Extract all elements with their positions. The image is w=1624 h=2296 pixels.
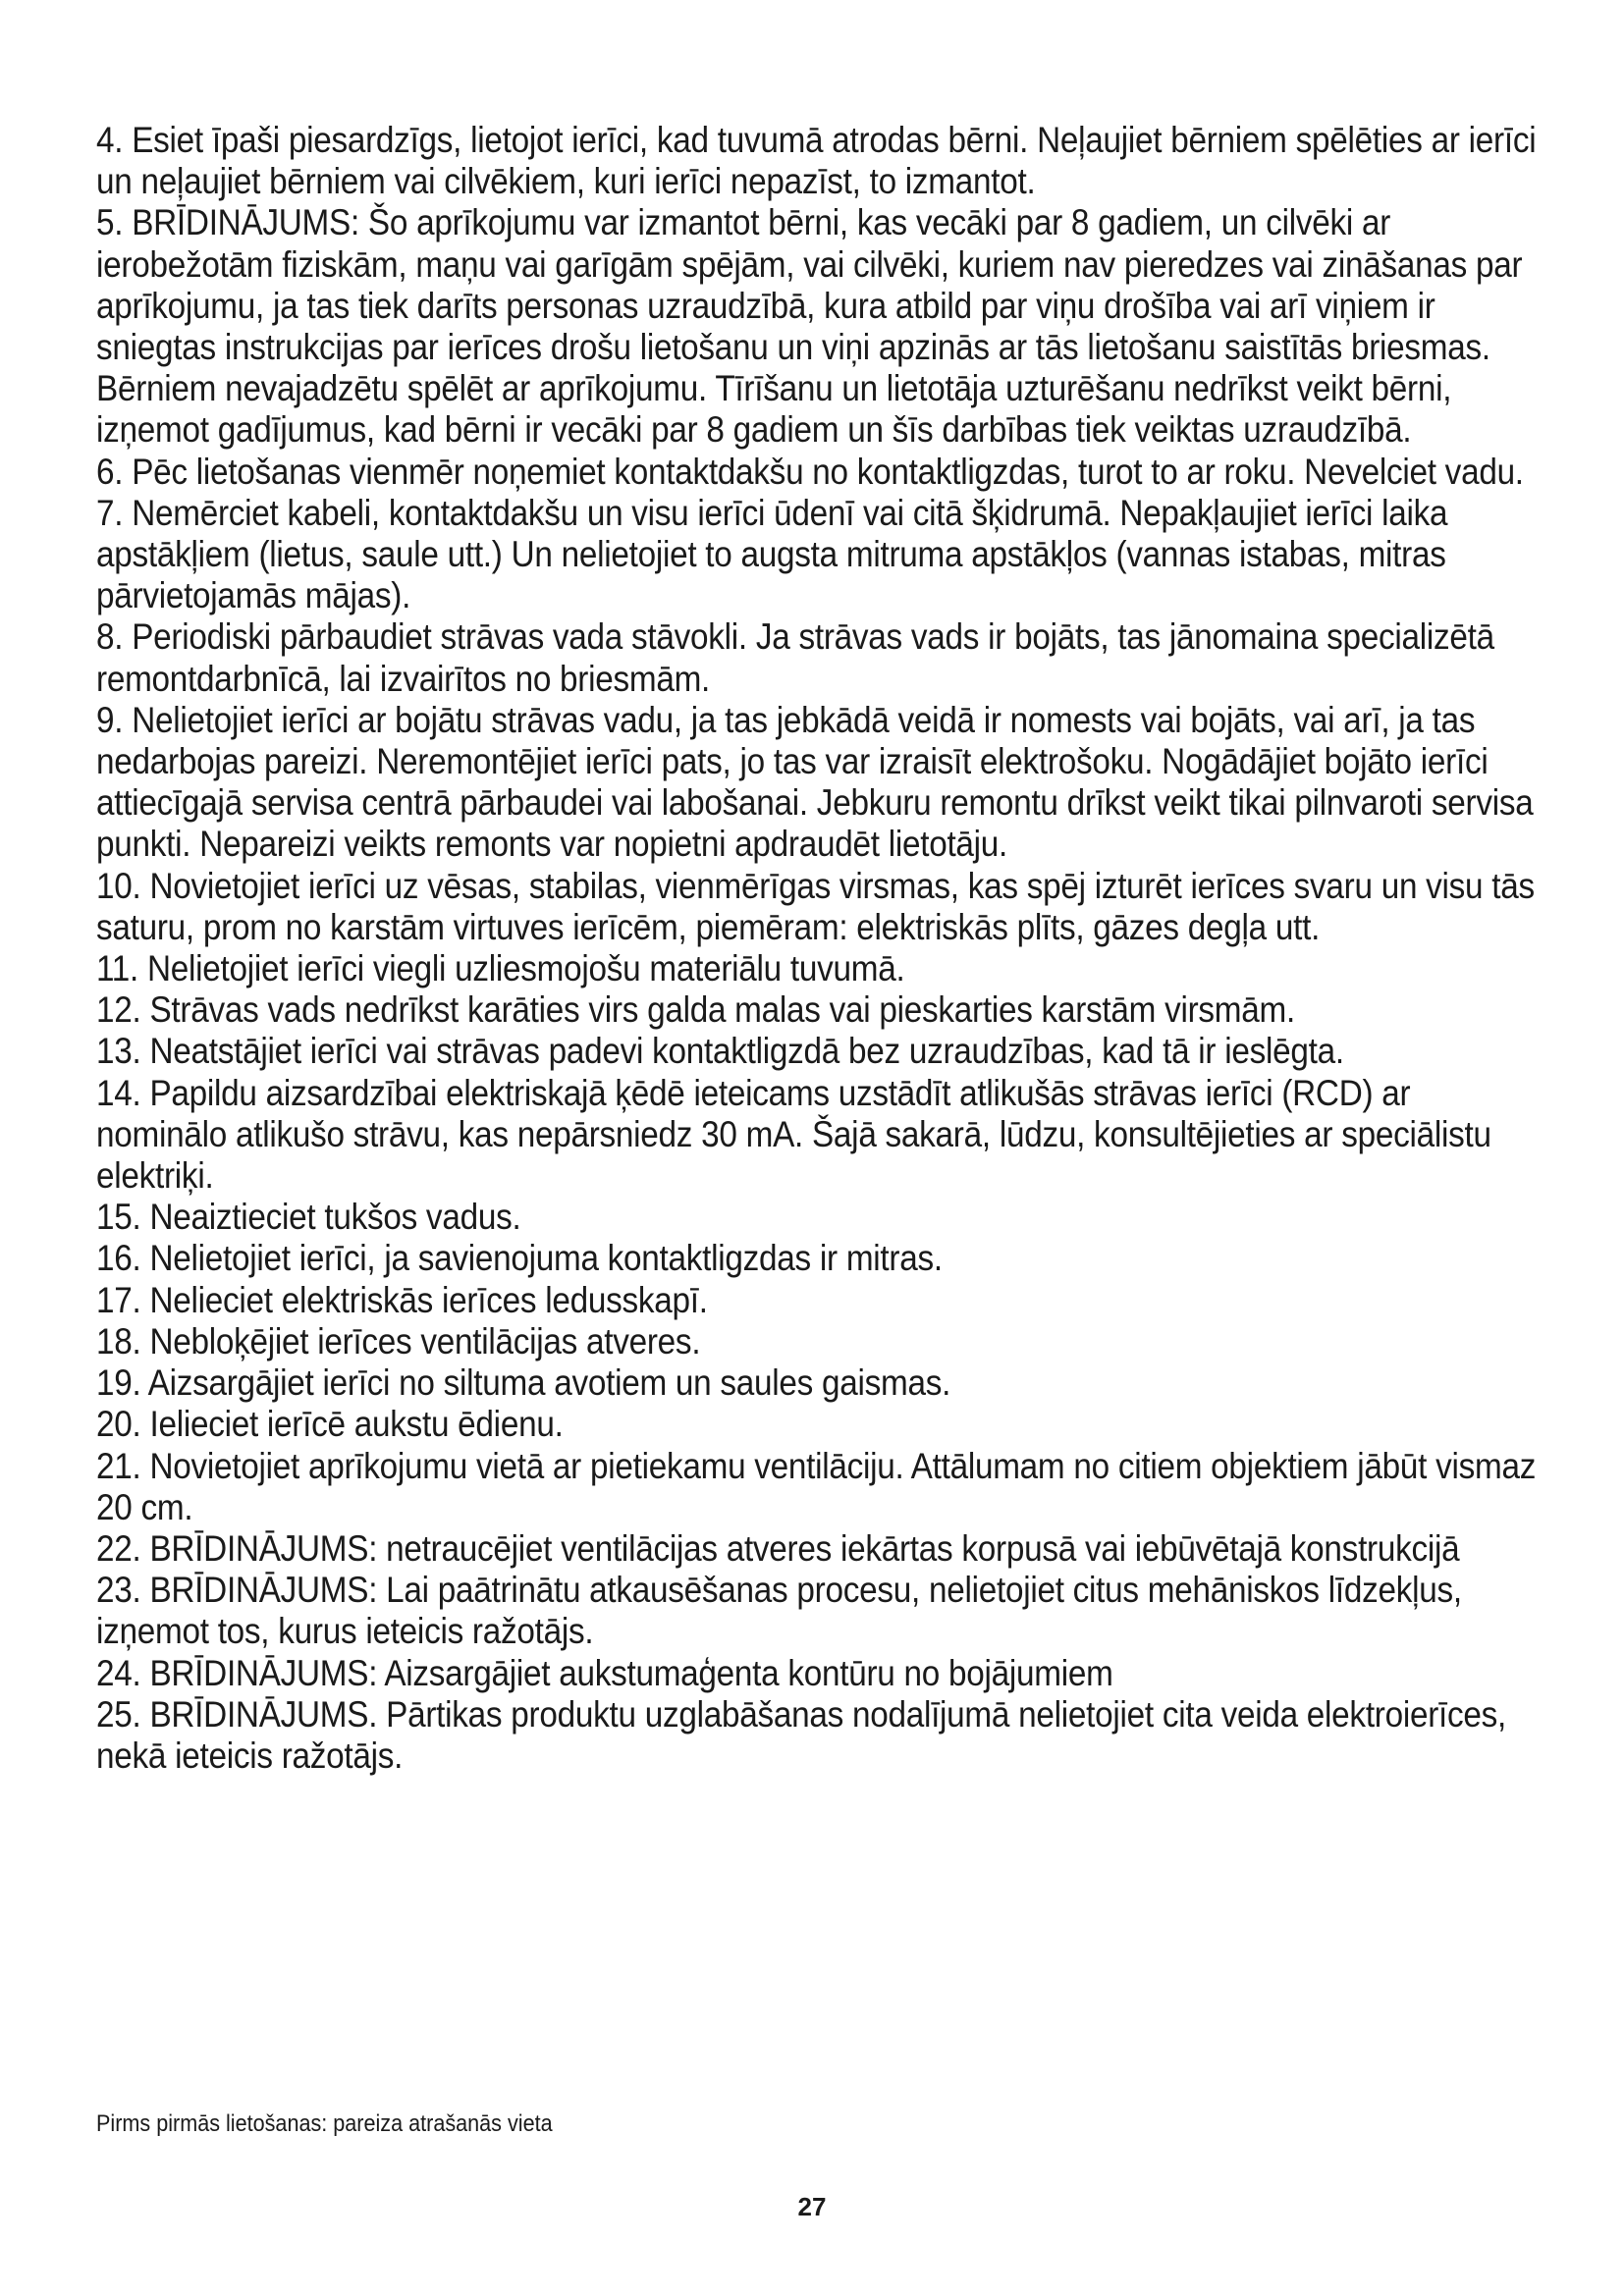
page-number: 27 xyxy=(797,2192,827,2221)
instruction-item-21: 21. Novietojiet aprīkojumu vietā ar pietiekamu ventilāciju. Attālumam no citiem objektiem jābūt vismaz 20 cm. xyxy=(96,1445,1537,1527)
instruction-item-16: 16. Nelietojiet ierīci, ja savienojuma kontaktligzdas ir mitras. xyxy=(96,1238,943,1279)
instruction-item-15: 15. Neaiztieciet tukšos vadus. xyxy=(96,1197,521,1238)
instruction-item-22: 22. BRĪDINĀJUMS: netraucējiet ventilācijas atveres iekārtas korpusā vai iebūvētajā konstrukcijā xyxy=(96,1527,1460,1569)
instruction-item-9: 9. Nelietojiet ierīci ar bojātu strāvas vadu, ja tas jebkādā veidā ir nomests vai bojāts, vai arī, ja tas nedarbojas pareizi. Neremontējiet ierīci pats, jo tas var izraisīt elektrošoku. Nogādājiet bojāto ierīci attiecīgajā servisa centrā pārbaudei vai labošanai. Jebkuru remontu drīkst veikt tikai pilnvaroti servisa punkti. Nepareizi veikts remonts var nopietni apdraudēt lietotāju. xyxy=(96,699,1534,865)
instruction-item-18: 18. Nebloķējiet ierīces ventilācijas atveres. xyxy=(96,1320,701,1362)
instruction-item-6: 6. Pēc lietošanas vienmēr noņemiet kontaktdakšu no kontaktligzdas, turot to ar roku. Nevelciet vadu. xyxy=(96,451,1524,492)
instruction-item-8: 8. Periodiski pārbaudiet strāvas vada stāvokli. Ja strāvas vads ir bojāts, tas jānomaina specializētā remontdarbnīcā, lai izvairītos no briesmām. xyxy=(96,616,1494,699)
instruction-item-12: 12. Strāvas vads nedrīkst karāties virs galda malas vai pieskarties karstām virsmām. xyxy=(96,989,1295,1031)
instruction-item-25: 25. BRĪDINĀJUMS. Pārtikas produktu uzglabāšanas nodalījumā nelietojiet cita veida elektroierīces, nekā ieteicis ražotājs. xyxy=(96,1693,1507,1776)
instructions-list xyxy=(96,120,1540,1777)
instruction-item-11: 11. Nelietojiet ierīci viegli uzliesmojošu materiālu tuvumā. xyxy=(96,948,905,989)
instruction-item-14: 14. Papildu aizsardzībai elektriskajā ķēdē ieteicams uzstādīt atlikušās strāvas ierīci (RCD) ar nominālo atlikušo strāvu, kas nepārsniedz 30 mA. Šajā sakarā, lūdzu, konsultējieties ar speciālistu elektriķi. xyxy=(96,1072,1491,1197)
instruction-item-17: 17. Nelieciet elektriskās ierīces ledusskapī. xyxy=(96,1279,708,1320)
instruction-item-23: 23. BRĪDINĀJUMS: Lai paātrinātu atkausēšanas procesu, nelietojiet citus mehāniskos līdzekļus, izņemot tos, kurus ieteicis ražotājs. xyxy=(96,1570,1462,1652)
instruction-item-24: 24. BRĪDINĀJUMS: Aizsargājiet aukstumaģenta kontūru no bojājumiem xyxy=(96,1652,1113,1693)
instruction-item-13: 13. Neatstājiet ierīci vai strāvas padevi kontaktligzdā bez uzraudzības, kad tā ir ieslēgta. xyxy=(96,1031,1344,1072)
instruction-item-4: 4. Esiet īpaši piesardzīgs, lietojot ierīci, kad tuvumā atrodas bērni. Neļaujiet bērniem spēlēties ar ierīci un neļaujiet bērniem vai cilvēkiem, kuri ierīci nepazīst, to izmantot. xyxy=(96,120,1537,202)
section-footnote: Pirms pirmās lietošanas: pareiza atrašanās vieta xyxy=(96,2110,553,2137)
instruction-item-20: 20. Ielieciet ierīcē aukstu ēdienu. xyxy=(96,1404,564,1445)
instruction-item-7: 7. Nemērciet kabeli, kontaktdakšu un visu ierīci ūdenī vai citā šķidrumā. Nepakļaujiet ierīci laika apstākļiem (lietus, saule utt.) Un nelietojiet to augsta mitruma apstākļos (vannas istabas, mitras pārvietojamās mājas). xyxy=(96,492,1448,616)
instruction-item-19: 19. Aizsargājiet ierīci no siltuma avotiem un saules gaismas. xyxy=(96,1362,951,1404)
instruction-item-10: 10. Novietojiet ierīci uz vēsas, stabilas, vienmērīgas virsmas, kas spēj izturēt ierīces svaru un visu tās saturu, prom no karstām virtuves ierīcēm, piemēram: elektriskās plīts, gāzes degļa utt. xyxy=(96,865,1535,947)
instruction-item-5: 5. BRĪDINĀJUMS: Šo aprīkojumu var izmantot bērni, kas vecāki par 8 gadiem, un cilvēki ar ierobežotām fiziskām, maņu vai garīgām spējām, vai cilvēki, kuriem nav pieredzes vai zināšanas par aprīkojumu, ja tas tiek darīts personas uzraudzībā, kura atbild par viņu drošība vai arī viņiem ir sniegtas instrukcijas par ierīces drošu lietošanu un viņi apzinās ar tās lietošanu saistītās briesmas. Bērniem nevajadzētu spēlēt ar aprīkojumu. Tīrīšanu un lietotāja uzturēšanu nedrīkst veikt bērni, izņemot gadījumus, kad bērni ir vecāki par 8 gadiem un šīs darbības tiek veiktas uzraudzībā. xyxy=(96,202,1523,451)
